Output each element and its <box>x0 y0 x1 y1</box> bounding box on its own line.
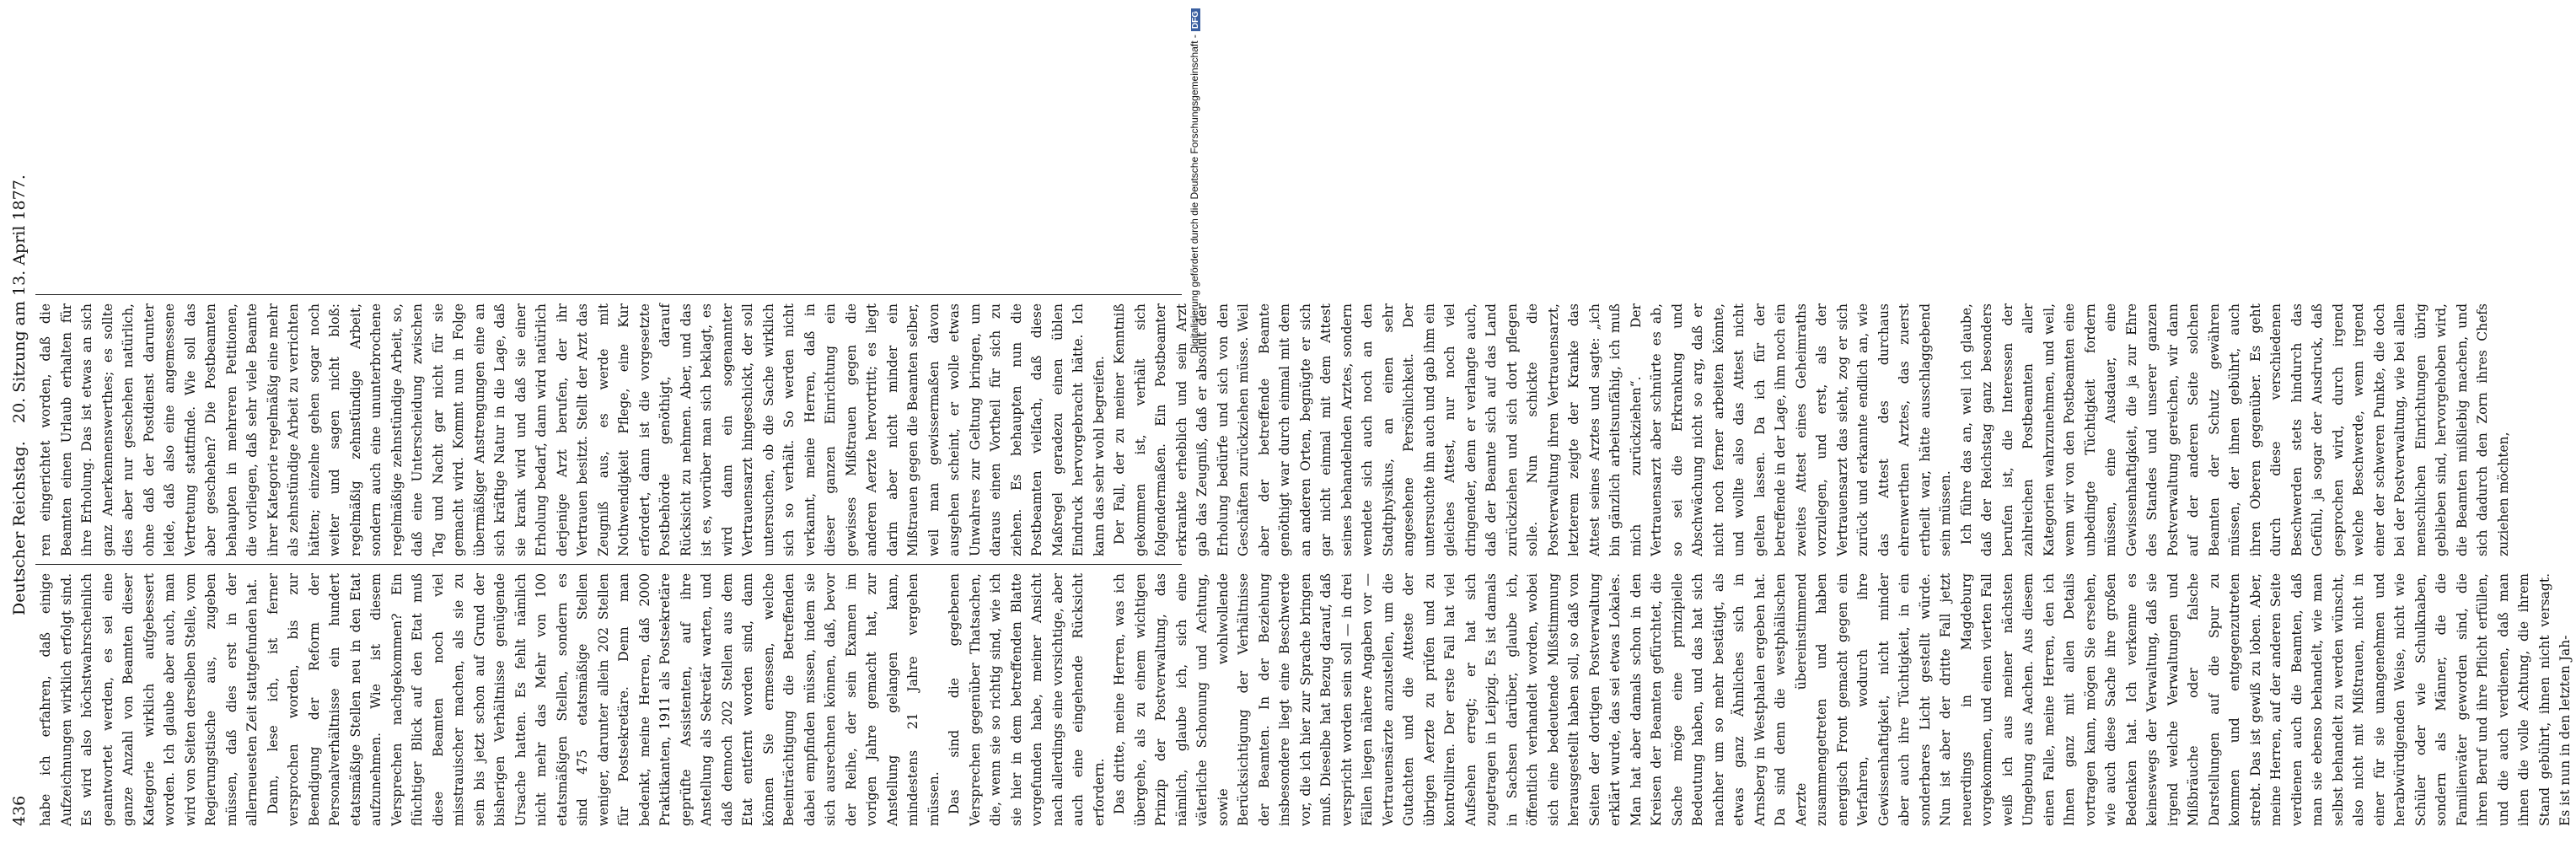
paragraph: Dann, lese ich, ist ferner versprochen worden, bis zur Beendigung der Reform der Personalverhältnisse ein hundert etatsmäßige Stellen neu in den Etat aufzunehmen. Wie ist diesem Versprechen nachgekommen? Ein flüchtiger Blick auf den Etat muß diese Beamten noch viel misstrauischer machen, als sie zu sein bis jetzt schon auf Grund der bisherigen Verhältnisse genügende Ursache hatten. Es fehlt nämlich nicht mehr das Mehr von 100 etatsmäßigen Stellen, sondern es sind 475 etatsmäßige Stellen weniger, darunter allein 202 Stellen für Postsekretäre. Denn man bedenkt, meine Herren, daß 2000 Praktikanten, 1911 als Postsekretäre geprüfte Assistenten, auf ihre Anstellung als Sekretär warten, und daß dennoch 202 Stellen aus dem Etat entfernt worden sind, dann können Sie ermessen, welche Beeinträchtigung die Betreffenden dabei empfinden müssen, indem sie sich ausrechnen können, daß, bevor der Reihe, der sein Examen im vorigen Jahre gemacht hat, zur Anstellung gelangen kann, mindestens 21 Jahre vergehen müssen. <box>265 573 942 826</box>
paragraph: habe ich erfahren, daß einige Aufzeichnungen wirklich erfolgt sind. Es wird also höchstwahrscheinlich geantwortet werden, es sei eine ganze Anzahl von Beamten dieser Kategorie wirklich aufgebessert worden. Ich glaube aber auch, man wird von Seiten derselben Stelle, vom Regierungstische aus, zugeben müssen, daß dies erst in der allerneuesten Zeit stattgefunden hat. <box>38 573 260 826</box>
credit-text: Digitalisierung gefördert durch die Deutsche Forschungsgemeinschaft - <box>1189 35 1200 354</box>
paragraph: Der Fall, der zu meiner Kenntniß gekommen ist, verhält sich folgendermaßen. Ein Postbeamter erkrankte erheblich und sein Arzt gab das Zeugniß, daß er absolut der Erholung bedürfe und sich von den Geschäften zurückziehen müsse. Weil aber der betreffende Beamte genöthigt war durch einmal mit dem an anderen Orten, begnügte er sich gar nicht einmal mit dem Attest seines behandelnden Arztes, sondern wendete sich auch noch an den Stadtphysikus, an einen sehr angesehene Persönlichkeit. Der untersuchte ihn auch und gab ihm ein gleiches Attest, nur noch viel dringender, denn er verlangte auch, daß der Beamte sich auf das Land zurückziehen und sich dort pflegen solle. Nun schickte die Postverwaltung ihren Vertrauensarzt, letzterem zeigte der Kranke das Attest seines Arztes und sagte: „ich bin gänzlich arbeitsunfähig, ich muß mich zurückziehen“. Der Vertrauensarzt aber schnürte es ab, so sei die Erkrankung und Abschwächung nicht so arg, daß er nicht noch ferner arbeiten könnte, und wollte also das Attest nicht gelten lassen. Da ich für der betreffende in der Lage, ihm noch ein zweites Attest eines Geheimraths vorzulegen, und erst, als der Vertrauensarzt das sieht, zog er sich zurück und erkannte endlich an, wie das Attest des durchaus ehrenwerthen Arztes, das zuerst ertheilt war, hätte ausschlaggebend sein müssen. <box>1112 303 1953 556</box>
column-divider <box>35 294 1182 295</box>
header-session: 20. Sitzung am 13. April 1877. <box>10 175 29 423</box>
header-title: Deutscher Reichstag. <box>10 441 29 615</box>
digitization-credit <box>1189 8 1204 506</box>
paragraph: Das sind die gegebenen Versprechen gegenüber Thatsachen, die, wenn sie so richtig sind, wie ich sie hier in dem betreffenden Blatte vorgefunden habe, meiner Ansicht nach allerdings eine vorsichtige, aber auch eine eingehende Rücksicht erfordern. <box>947 573 1107 826</box>
paragraph: Das dritte, meine Herren, was ich übergehe, als zu einem wichtigen Prinzip der Postverwaltung, das nämlich, glaube ich, sich eine väterliche Schonung und Achtung, sowie wohlwollende Berücksichtigung der Verhältnisse der Beamten. In der Beziehung insbesondere liegt eine Beschwerde vor, die ich hier zur Sprache bringen muß. Dieselbe hat Bezug darauf, daß verspricht worden sein soll — in drei Fällen liegen nähere Angaben vor — Vertrauensärzte anzustellen, um die Gutachten und die Atteste der übrigen Aerzte zu prüfen und zu kontrolliren. Der erste Fall hat viel Aufsehen erregt; er hat sich zugetragen in Leipzig. Es ist damals in Sachsen darüber, glaube ich, öffentlich verhandelt worden, wobei sich eine bedeutende Mißstimmung herausgestellt haben soll, so daß von Seiten der dortigen Postverwaltung erklärt wurde, das sei etwas Lokales. Man hat aber damals schon in den Kreisen der Beamten gefürchtet, die Sache möge eine prinzipielle Bedeutung haben, und das hat sich nachher um so mehr bestätigt, als etwas ganz Ähnliches sich in Arnsberg in Westphalen ergeben hat. Da sind denn die westphälischen Aerzte übereinstimmend zusammengetreten und haben energisch Front gemacht gegen ein Verfahren, wodurch ihre Gewissenhaftigkeit, nicht minder aber auch ihre Tüchtigkeit, in ein sonderbares Licht gestellt würde. Nun ist aber der dritte Fall jetzt neuerdings in Magdeburg vorgekommen, und einen vierten Fall weiß ich aus meiner nächsten Umgebung aus Aachen. Aus diesem einen Falle, meine Herren, den ich Ihnen ganz mit allen Details vortragen kann, mögen Sie ersehen, wie auch diese Sache ihre großen Bedenken hat. Ich verkenne es keineswegs der Verwaltung, daß sie irgend welche Verwaltungen und Mißbräuche oder falsche Darstellungen auf die Spur zu kommen und entgegenzutreten strebt. Das ist gewiß zu loben. Aber, meine Herren, auf der anderen Seite verdienen auch die Beamten, daß man sie ebenso behandelt, wie man selbst behandelt zu werden wünscht, also nicht mit Mißtrauen, nicht in einer für sie unangenehmen und herabwürdigenden Weise, nicht wie Schüler oder wie Schulknaben, sondern als Männer, die die Familienväter geworden sind, die ihren Beruf und ihre Pflicht erfüllen, und die auch verdienen, daß man ihnen die volle Achtung, die ihrem Stand gebührt, ihnen nicht versagt. Es ist nun in den letzten Jah- <box>1112 573 2573 826</box>
paragraph: Ich führe das an, weil ich glaube, daß der Reichstag ganz besonders berufen ist, die Interessen der zahlreichen Postbeamten aller Kategorien wahrzunehmen, und weil, wenn wir von den Postbeamten eine unbedingte Tüchtigkeit fordern müssen, eine Ausdauer, eine Gewissenhaftigkeit, die ja zur Ehre des Standes und unserer ganzen Postverwaltung gereichen, wir dann auf der anderen Seite solchen Beamten der Schutz gewähren müssen, der ihnen gebührt, auch ihren Oberen gegenüber. Es geht durch diese verschiedenen Beschwerden stets hindurch das Gefühl, ja sogar der Ausdruck, daß gesprochen wird, durch irgend welche Beschwerde, wenn irgend einer der schweren Punkte, die doch bei der Postverwaltung, wie bei allen menschlichen Einrichtungen übrig geblieben sind, hervorgehoben wird, die Beamten mißliebig machen, und sich dadurch den Zorn ihres Chefs zuziehen möchten, <box>1958 303 2511 556</box>
text-column-2 <box>35 303 2511 556</box>
column-divider <box>35 564 1182 565</box>
page-header <box>3 17 35 826</box>
paragraph: ren eingerichtet worden, daß die Beamten einen Urlaub erhalten für ihre Erholung. Das ist etwas an sich ganz Anerkennenswerthes; es sollte dies aber nur geschehen natürlich, ohne daß der Postdienst darunter leide, daß also eine angemessene Vertretung stattfinde. Wie soll das aber geschehen? Die Postbeamten behaupten in mehreren Petitionen, die vorliegen, daß sehr viele Beamte ihrer Kategorie regelmäßig eine mehr als zehnstündige Arbeit zu verrichten hätten; einzelne gehen sogar noch weiter und sagen nicht bloß: regelmäßig zehnstündige Arbeit, sondern auch eine ununterbrochene regelmäßige zehnstündige Arbeit, so, daß eine Unterscheidung zwischen Tag und Nacht gar nicht für sie gemacht wird. Kommt nun in Folge übermäßiger Anstrengungen eine an sich kräftige Natur in die Lage, daß sie krank wird und daß sie einer Erholung bedarf, dann wird natürlich derjenige Arzt berufen, der ihr Vertrauen besitzt. Stellt der Arzt das Zeugniß aus, es werde mit Nothwendigkeit Pflege, eine Kur erfordert, dann ist die vorgesetzte Postbehörde genöthigt, darauf Rücksicht zu nehmen. Aber, und das ist es, worüber man sich beklagt, es wird dann ein sogenannter Vertrauensarzt hingeschickt, der soll untersuchen, ob die Sache wirklich sich so verhält. So werden nicht verkannt, meine Herren, daß in dieser ganzen Einrichtung ein gewisses Mißtrauen gegen die anderen Aerzte hervortritt; es liegt darin aber nicht minder ein Mißtrauen gegen die Beamten selber, weil man gewissermaßen davon ausgehen scheint, er wolle etwas Unwahres zur Geltung bringen, um daraus einen Vortheil für sich zu ziehen. Es behaupten nun die Postbeamten vielfach, daß diese Maßregel geradezu einen üblen Eindruck hervorgebracht hätte. Ich kann das sehr wohl begreifen. <box>38 303 1107 556</box>
dfg-logo: DFG <box>1191 8 1200 31</box>
page-number: 436 <box>10 795 29 826</box>
text-column-1 <box>35 573 2573 826</box>
